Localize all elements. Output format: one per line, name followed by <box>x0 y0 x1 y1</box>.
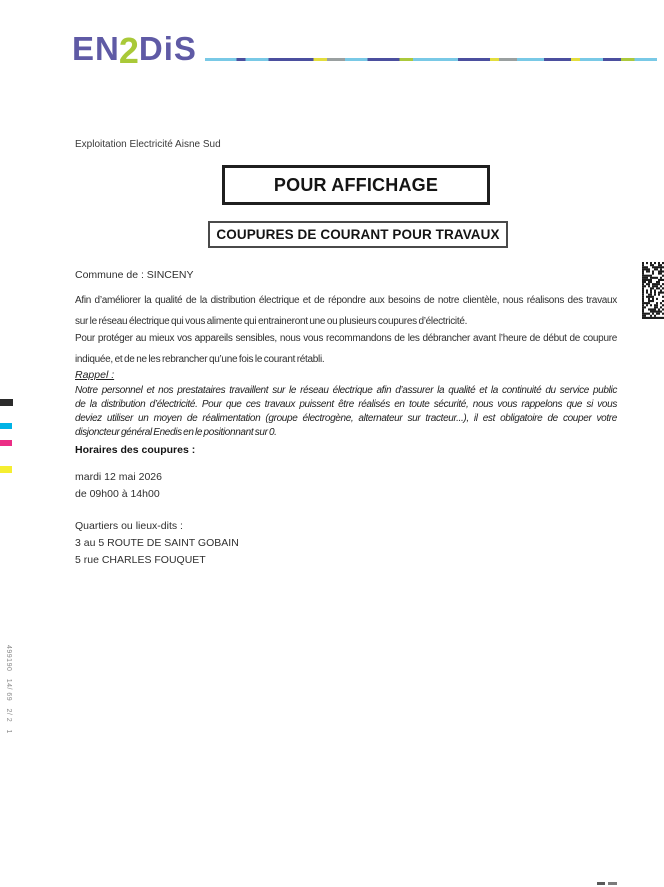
header-color-rule <box>205 58 657 61</box>
print-reference-vertical: 499190 14/ 69 2/ 2 1 <box>5 645 12 734</box>
rappel-line: Notre personnel et nos prestataires travaillent sur le réseau électrique afin d’assurer la qualité et la continuité du service public <box>75 385 617 396</box>
logo-e-glyph: 2 <box>118 30 140 71</box>
paragraph-advice <box>75 328 617 370</box>
calibration-mark-black <box>0 399 13 406</box>
commune-line: Commune de : SINCENY <box>75 269 194 281</box>
rappel-paragraph <box>75 384 617 440</box>
page-edge-mark <box>597 882 605 885</box>
rappel-line: de la distribution d’électricité. Pour que ces travaux puissent être réalisés en toute sécurité, nous vous rappelons que si vous <box>75 399 617 410</box>
poster-banner-label: POUR AFFICHAGE <box>273 174 439 195</box>
datamatrix-barcode <box>642 262 664 319</box>
poster-banner-box <box>222 165 490 205</box>
quartiers-label: Quartiers ou lieux-dits : <box>75 520 183 532</box>
page-edge-mark <box>608 882 617 885</box>
enedis-logo <box>72 28 197 69</box>
department-line: Exploitation Electricité Aisne Sud <box>75 139 221 150</box>
paragraph-works-line: Afin d’améliorer la qualité de la distribution électrique et de répondre aux besoins de notre clientèle, nous réalisons des travaux <box>75 295 617 306</box>
calibration-mark-cyan <box>0 423 12 429</box>
calibration-mark-magenta <box>0 440 12 446</box>
paragraph-advice-line: indiquée, et de ne les rebrancher qu’une fois le courant rétabli. <box>75 354 325 365</box>
subject-banner-label: COUPURES DE COURANT POUR TRAVAUX <box>216 227 500 242</box>
rappel-line: deviez utiliser un moyen de réalimentation (groupe électrogène, alternateur sur tracteur...), il est obligatoire de couper votre <box>75 413 617 424</box>
address-line: 5 rue CHARLES FOUQUET <box>75 554 206 566</box>
subject-banner-box <box>208 221 508 248</box>
paragraph-works <box>75 290 617 332</box>
rappel-label: Rappel : <box>75 369 115 381</box>
logo-left-letters: EN <box>72 30 120 67</box>
outage-date: mardi 12 mai 2026 <box>75 471 162 483</box>
horaires-label: Horaires des coupures : <box>75 444 196 456</box>
address-line: 3 au 5 ROUTE DE SAINT GOBAIN <box>75 537 239 549</box>
paragraph-works-line: sur le réseau électrique qui vous alimente qui entraineront une ou plusieurs coupures d’électricité. <box>75 316 468 327</box>
paragraph-advice-line: Pour protéger au mieux vos appareils sensibles, nous vous recommandons de les débrancher avant l’heure de début de coupure <box>75 333 617 344</box>
rappel-line: disjoncteur général Enedis en le positionnant sur 0. <box>75 427 277 438</box>
outage-hours: de 09h00 à 14h00 <box>75 488 160 500</box>
calibration-mark-yellow <box>0 466 12 473</box>
logo-right-letters: DiS <box>138 30 197 67</box>
